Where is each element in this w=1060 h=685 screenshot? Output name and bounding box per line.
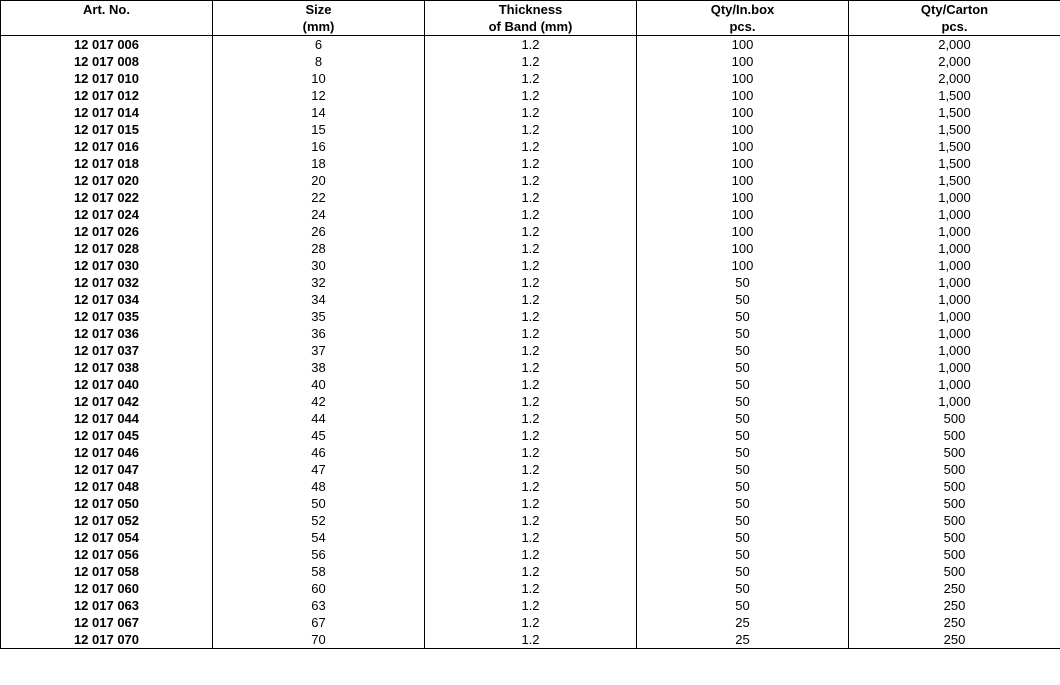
cell-size: 52: [213, 512, 425, 529]
cell-size: 8: [213, 53, 425, 70]
cell-qty-carton: 1,000: [849, 274, 1060, 291]
cell-size: 70: [213, 631, 425, 649]
cell-thickness: 1.2: [425, 427, 637, 444]
header-qty-carton-unit: pcs.: [849, 18, 1060, 36]
cell-qty-inbox: 100: [637, 121, 849, 138]
cell-size: 10: [213, 70, 425, 87]
table-row: [1, 563, 1060, 580]
cell-art-no: 12 017 052: [1, 512, 213, 529]
cell-thickness: 1.2: [425, 393, 637, 410]
cell-size: 24: [213, 206, 425, 223]
cell-size: 45: [213, 427, 425, 444]
cell-qty-inbox: 50: [637, 478, 849, 495]
cell-art-no: 12 017 006: [1, 36, 213, 54]
cell-qty-carton: 1,000: [849, 376, 1060, 393]
cell-thickness: 1.2: [425, 308, 637, 325]
table-row: [1, 359, 1060, 376]
header-thickness-unit: of Band (mm): [425, 18, 637, 36]
cell-art-no: 12 017 014: [1, 104, 213, 121]
table-row: [1, 546, 1060, 563]
table-row: [1, 410, 1060, 427]
cell-qty-carton: 1,000: [849, 308, 1060, 325]
cell-art-no: 12 017 054: [1, 529, 213, 546]
cell-thickness: 1.2: [425, 631, 637, 649]
table-row: [1, 274, 1060, 291]
cell-size: 6: [213, 36, 425, 54]
cell-qty-carton: 1,000: [849, 206, 1060, 223]
cell-qty-carton: 500: [849, 495, 1060, 512]
cell-thickness: 1.2: [425, 189, 637, 206]
cell-art-no: 12 017 040: [1, 376, 213, 393]
table-header: [1, 1, 1060, 36]
cell-thickness: 1.2: [425, 138, 637, 155]
table-row: [1, 53, 1060, 70]
cell-qty-carton: 1,000: [849, 291, 1060, 308]
cell-size: 22: [213, 189, 425, 206]
cell-art-no: 12 017 048: [1, 478, 213, 495]
cell-art-no: 12 017 050: [1, 495, 213, 512]
header-qty-carton: Qty/Carton: [849, 1, 1060, 19]
cell-size: 50: [213, 495, 425, 512]
cell-thickness: 1.2: [425, 495, 637, 512]
header-thickness: Thickness: [425, 1, 637, 19]
cell-size: 63: [213, 597, 425, 614]
cell-size: 44: [213, 410, 425, 427]
cell-art-no: 12 017 036: [1, 325, 213, 342]
table-row: [1, 138, 1060, 155]
cell-art-no: 12 017 046: [1, 444, 213, 461]
cell-qty-inbox: 50: [637, 461, 849, 478]
cell-size: 15: [213, 121, 425, 138]
cell-thickness: 1.2: [425, 563, 637, 580]
cell-art-no: 12 017 045: [1, 427, 213, 444]
cell-art-no: 12 017 044: [1, 410, 213, 427]
header-row-2: [1, 18, 1060, 36]
header-size-unit: (mm): [213, 18, 425, 36]
cell-thickness: 1.2: [425, 546, 637, 563]
cell-qty-inbox: 50: [637, 512, 849, 529]
cell-art-no: 12 017 026: [1, 223, 213, 240]
table-row: [1, 257, 1060, 274]
cell-art-no: 12 017 028: [1, 240, 213, 257]
cell-size: 30: [213, 257, 425, 274]
cell-qty-inbox: 100: [637, 104, 849, 121]
cell-qty-carton: 500: [849, 478, 1060, 495]
cell-qty-inbox: 50: [637, 274, 849, 291]
cell-size: 36: [213, 325, 425, 342]
cell-qty-inbox: 50: [637, 393, 849, 410]
cell-art-no: 12 017 067: [1, 614, 213, 631]
cell-qty-inbox: 25: [637, 614, 849, 631]
table-row: [1, 308, 1060, 325]
cell-thickness: 1.2: [425, 172, 637, 189]
cell-qty-carton: 250: [849, 614, 1060, 631]
cell-art-no: 12 017 070: [1, 631, 213, 649]
cell-qty-inbox: 100: [637, 172, 849, 189]
cell-thickness: 1.2: [425, 257, 637, 274]
table-row: [1, 376, 1060, 393]
cell-qty-inbox: 50: [637, 546, 849, 563]
table-row: [1, 614, 1060, 631]
cell-qty-inbox: 100: [637, 155, 849, 172]
cell-qty-inbox: 50: [637, 325, 849, 342]
cell-thickness: 1.2: [425, 104, 637, 121]
cell-thickness: 1.2: [425, 36, 637, 54]
cell-size: 28: [213, 240, 425, 257]
header-row-1: [1, 1, 1060, 19]
table-row: [1, 172, 1060, 189]
cell-art-no: 12 017 010: [1, 70, 213, 87]
cell-qty-inbox: 100: [637, 223, 849, 240]
cell-thickness: 1.2: [425, 359, 637, 376]
cell-art-no: 12 017 047: [1, 461, 213, 478]
table-row: [1, 291, 1060, 308]
table-row: [1, 427, 1060, 444]
cell-thickness: 1.2: [425, 325, 637, 342]
table-row: [1, 325, 1060, 342]
cell-qty-carton: 1,000: [849, 189, 1060, 206]
cell-qty-carton: 1,000: [849, 240, 1060, 257]
cell-art-no: 12 017 042: [1, 393, 213, 410]
cell-qty-carton: 500: [849, 410, 1060, 427]
cell-qty-carton: 1,000: [849, 359, 1060, 376]
cell-qty-carton: 1,500: [849, 104, 1060, 121]
cell-qty-inbox: 100: [637, 189, 849, 206]
cell-size: 37: [213, 342, 425, 359]
table-row: [1, 631, 1060, 649]
cell-qty-inbox: 100: [637, 70, 849, 87]
table-row: [1, 478, 1060, 495]
cell-thickness: 1.2: [425, 87, 637, 104]
cell-art-no: 12 017 035: [1, 308, 213, 325]
cell-qty-inbox: 100: [637, 206, 849, 223]
cell-size: 42: [213, 393, 425, 410]
cell-art-no: 12 017 032: [1, 274, 213, 291]
table-row: [1, 240, 1060, 257]
cell-size: 48: [213, 478, 425, 495]
cell-size: 38: [213, 359, 425, 376]
table-row: [1, 529, 1060, 546]
cell-thickness: 1.2: [425, 597, 637, 614]
cell-qty-carton: 1,000: [849, 342, 1060, 359]
cell-thickness: 1.2: [425, 223, 637, 240]
cell-qty-carton: 1,000: [849, 257, 1060, 274]
cell-thickness: 1.2: [425, 614, 637, 631]
cell-qty-carton: 1,500: [849, 87, 1060, 104]
table-row: [1, 70, 1060, 87]
cell-qty-carton: 1,000: [849, 325, 1060, 342]
cell-thickness: 1.2: [425, 121, 637, 138]
header-qty-inbox: Qty/In.box: [637, 1, 849, 19]
cell-art-no: 12 017 037: [1, 342, 213, 359]
cell-qty-carton: 500: [849, 563, 1060, 580]
cell-qty-carton: 500: [849, 512, 1060, 529]
cell-art-no: 12 017 034: [1, 291, 213, 308]
cell-size: 20: [213, 172, 425, 189]
cell-size: 12: [213, 87, 425, 104]
cell-qty-carton: 500: [849, 546, 1060, 563]
cell-size: 14: [213, 104, 425, 121]
cell-qty-carton: 1,500: [849, 138, 1060, 155]
cell-qty-carton: 250: [849, 597, 1060, 614]
cell-qty-inbox: 100: [637, 240, 849, 257]
cell-qty-carton: 2,000: [849, 53, 1060, 70]
cell-art-no: 12 017 012: [1, 87, 213, 104]
table-row: [1, 36, 1060, 54]
cell-art-no: 12 017 024: [1, 206, 213, 223]
cell-qty-inbox: 50: [637, 495, 849, 512]
cell-size: 32: [213, 274, 425, 291]
table-row: [1, 155, 1060, 172]
header-qty-inbox-unit: pcs.: [637, 18, 849, 36]
cell-art-no: 12 017 015: [1, 121, 213, 138]
cell-thickness: 1.2: [425, 342, 637, 359]
cell-qty-inbox: 50: [637, 427, 849, 444]
table-row: [1, 223, 1060, 240]
cell-art-no: 12 017 016: [1, 138, 213, 155]
cell-thickness: 1.2: [425, 444, 637, 461]
cell-qty-inbox: 50: [637, 359, 849, 376]
cell-qty-inbox: 100: [637, 257, 849, 274]
cell-qty-inbox: 100: [637, 87, 849, 104]
cell-qty-carton: 500: [849, 444, 1060, 461]
cell-qty-carton: 1,500: [849, 155, 1060, 172]
cell-size: 35: [213, 308, 425, 325]
cell-qty-carton: 1,500: [849, 121, 1060, 138]
table-row: [1, 189, 1060, 206]
cell-art-no: 12 017 060: [1, 580, 213, 597]
table-row: [1, 121, 1060, 138]
cell-thickness: 1.2: [425, 206, 637, 223]
table-row: [1, 206, 1060, 223]
cell-qty-inbox: 50: [637, 342, 849, 359]
cell-qty-inbox: 100: [637, 53, 849, 70]
cell-qty-inbox: 50: [637, 563, 849, 580]
cell-thickness: 1.2: [425, 410, 637, 427]
table-row: [1, 512, 1060, 529]
table-row: [1, 495, 1060, 512]
cell-thickness: 1.2: [425, 240, 637, 257]
cell-size: 16: [213, 138, 425, 155]
cell-size: 34: [213, 291, 425, 308]
cell-qty-inbox: 100: [637, 36, 849, 54]
cell-size: 67: [213, 614, 425, 631]
header-size: Size: [213, 1, 425, 19]
header-art-no: Art. No.: [1, 1, 213, 19]
cell-qty-carton: 2,000: [849, 36, 1060, 54]
cell-thickness: 1.2: [425, 155, 637, 172]
table-row: [1, 393, 1060, 410]
cell-art-no: 12 017 030: [1, 257, 213, 274]
cell-thickness: 1.2: [425, 53, 637, 70]
cell-thickness: 1.2: [425, 512, 637, 529]
table-row: [1, 580, 1060, 597]
cell-qty-inbox: 25: [637, 631, 849, 649]
table-row: [1, 461, 1060, 478]
cell-qty-carton: 1,000: [849, 223, 1060, 240]
table-row: [1, 444, 1060, 461]
table-row: [1, 597, 1060, 614]
cell-art-no: 12 017 063: [1, 597, 213, 614]
cell-size: 40: [213, 376, 425, 393]
cell-size: 18: [213, 155, 425, 172]
cell-size: 56: [213, 546, 425, 563]
cell-thickness: 1.2: [425, 461, 637, 478]
cell-qty-carton: 1,500: [849, 172, 1060, 189]
cell-qty-carton: 500: [849, 461, 1060, 478]
cell-qty-inbox: 50: [637, 308, 849, 325]
cell-art-no: 12 017 058: [1, 563, 213, 580]
cell-qty-inbox: 50: [637, 597, 849, 614]
cell-qty-carton: 500: [849, 427, 1060, 444]
cell-thickness: 1.2: [425, 70, 637, 87]
cell-qty-inbox: 50: [637, 529, 849, 546]
cell-thickness: 1.2: [425, 376, 637, 393]
cell-size: 58: [213, 563, 425, 580]
table-row: [1, 87, 1060, 104]
cell-qty-inbox: 50: [637, 444, 849, 461]
cell-size: 54: [213, 529, 425, 546]
cell-size: 60: [213, 580, 425, 597]
cell-qty-carton: 250: [849, 580, 1060, 597]
cell-thickness: 1.2: [425, 291, 637, 308]
cell-size: 47: [213, 461, 425, 478]
table-body: [1, 36, 1060, 649]
cell-qty-carton: 500: [849, 529, 1060, 546]
cell-qty-inbox: 50: [637, 376, 849, 393]
cell-art-no: 12 017 008: [1, 53, 213, 70]
cell-qty-carton: 2,000: [849, 70, 1060, 87]
cell-art-no: 12 017 038: [1, 359, 213, 376]
cell-qty-inbox: 50: [637, 580, 849, 597]
table-row: [1, 342, 1060, 359]
cell-qty-carton: 1,000: [849, 393, 1060, 410]
cell-thickness: 1.2: [425, 580, 637, 597]
cell-qty-inbox: 50: [637, 291, 849, 308]
header-art-no-sub: [1, 18, 213, 36]
cell-thickness: 1.2: [425, 478, 637, 495]
cell-thickness: 1.2: [425, 529, 637, 546]
cell-qty-carton: 250: [849, 631, 1060, 649]
cell-qty-inbox: 100: [637, 138, 849, 155]
cell-thickness: 1.2: [425, 274, 637, 291]
cell-size: 26: [213, 223, 425, 240]
cell-art-no: 12 017 022: [1, 189, 213, 206]
cell-art-no: 12 017 056: [1, 546, 213, 563]
cell-art-no: 12 017 020: [1, 172, 213, 189]
cell-size: 46: [213, 444, 425, 461]
table-row: [1, 104, 1060, 121]
cell-art-no: 12 017 018: [1, 155, 213, 172]
cell-qty-inbox: 50: [637, 410, 849, 427]
